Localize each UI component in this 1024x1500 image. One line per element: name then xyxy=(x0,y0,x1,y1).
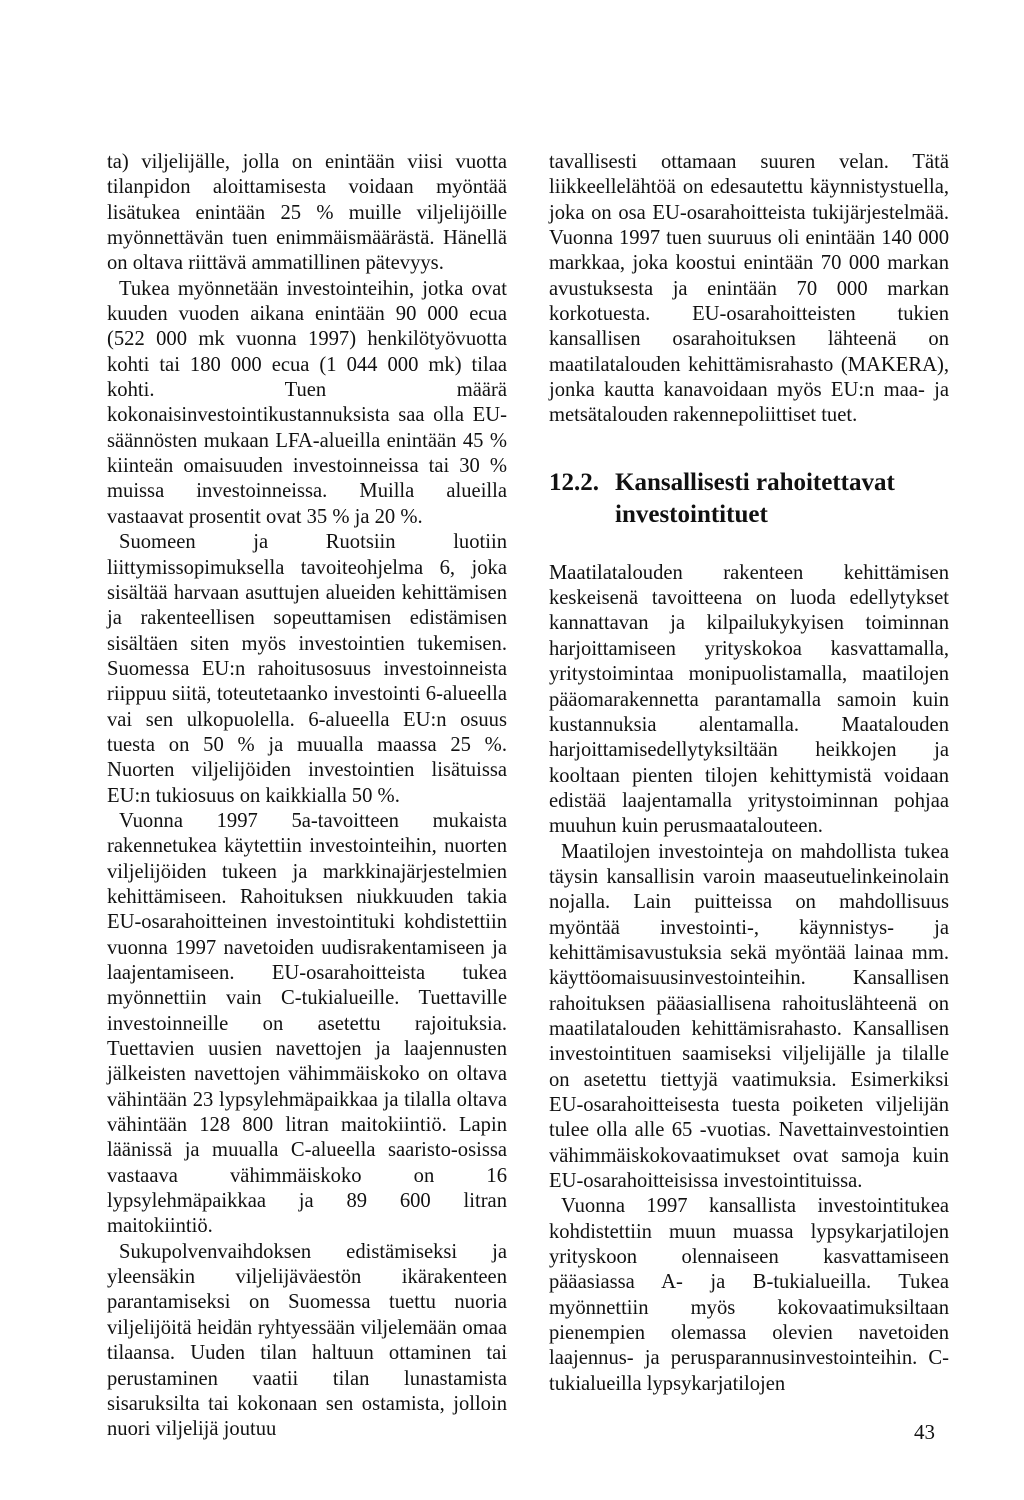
section-heading xyxy=(549,467,949,531)
right-column xyxy=(549,150,949,1397)
paragraph: Vuonna 1997 kansallista investointitukea kohdistettiin muun muassa lypsykarjatilojen yrityskoon olennaiseen kasvattamiseen pääasiassa A- ja B-tukialueilla. Tukea myönnettiin myös kokovaatimuksiltaan pienempien olemassa olevien navetoiden laajennus- ja perusparannusinvestointeihin. C-tukialueilla lypsykarjatilojen xyxy=(549,1195,949,1395)
paragraph: Tukea myönnetään investointeihin, jotka ovat kuuden vuoden aikana enintään 90 000 ecua (522 000 mk vuonna 1997) henkilötyövuotta kohti tai 180 000 ecua (1 044 000 mk) tilaa kohti. Tuen määrä kokonaisinvestointikustannuksista saa olla EU-säännösten mukaan LFA-alueilla enintään 45 % kiinteän omaisuuden investoinneissa tai 30 % muissa investoinneissa. Muilla alueilla vastaavat prosentit ovat 35 % ja 20 %. xyxy=(107,277,507,528)
section-number: 12.2. xyxy=(549,468,599,496)
left-column xyxy=(107,150,507,1443)
section-title: Kansallisesti rahoitettavat investointituet xyxy=(615,468,895,528)
paragraph: tavallisesti ottamaan suuren velan. Tätä liikkeellelähtöä on edesautettu käynnistystuella, joka on osa EU-osarahoitteista tukijärjestelmää. Vuonna 1997 tuen suuruus oli enintään 140 000 markkaa, joka koostui enintään 70 000 markan avustuksesta ja enintään 70 000 markan korkotuesta. EU-osarahoitteisten tukien kansallisen osarahoituksen lähteenä on maatilatalouden kehittämisrahasto (MAKERA), jonka kautta kanavoidaan myös EU:n maa- ja metsätalouden rakennepoliittiset tuet. xyxy=(549,151,949,427)
paragraph: Sukupolvenvaihdoksen edistämiseksi ja yleensäkin viljelijäväestön ikärakenteen parantamiseksi on Suomessa tuettu nuoria viljelijöitä heidän ryhtyessään viljelemään omaa tilaansa. Uuden tilan haltuun ottaminen tai perustaminen vaatii tilan lunastamista sisaruksilta tai kokonaan sen ostamista, jolloin nuori viljelijä joutuu xyxy=(107,1240,507,1441)
paragraph: Vuonna 1997 5a-tavoitteen mukaista rakennetukea käytettiin investointeihin, nuorten viljelijöiden tukeen ja markkinajärjestelmien kehittämiseen. Rahoituksen niukkuuden takia EU-osarahoitteinen investointituki kohdistettiin vuonna 1997 navetoiden uudisrakentamiseen ja laajentamiseen. EU-osarahoitteista tukea myönnettiin vain C-tukialueille. Tuettaville investoinneille on asetettu rajoituksia. Tuettavien uusien navettojen ja laajennusten jälkeisten navettojen vähimmäiskoko on oltava vähintään 23 lypsylehmäpaikkaa ja tilalla oltava vähintään 128 800 litran maitokiintiö. Lapin läänissä ja muualla C-alueella saaristo-osissa vastaava vähimmäiskoko on 16 lypsylehmäpaikkaa ja 89 600 litran maitokiintiö. xyxy=(107,809,507,1238)
paragraph: ta) viljelijälle, jolla on enintään viisi vuotta tilanpidon aloittamisesta voidaan myöntää lisätukea enintään 25 % muille viljelijöille myönnettävän tuen enimmäismäärästä. Hänellä on oltava riittävä ammatillinen pätevyys. xyxy=(107,151,507,275)
paragraph: Maatilatalouden rakenteen kehittämisen keskeisenä tavoitteena on luoda edellytykset kannattavan ja kilpailukykyisen toiminnan harjoittamiseen yrityskokoa kasvattamalla, yritystoimintaa monipuolistamalla, maatilojen pääomarakennetta parantamalla samoin kuin kustannuksia alentamalla. Maatalouden harjoittamisedellytyksiltään heikkojen ja kooltaan pienten tilojen kehittymistä voidaan edistää laajentamalla yritystoiminnan pohjaa muuhun kuin perusmaatalouteen. xyxy=(549,561,949,838)
paragraph: Suomeen ja Ruotsiin luotiin liittymissopimuksella tavoiteohjelma 6, joka sisältää harvaan asuttujen alueiden kehittämisen ja rakenteellisen sopeuttamisen edistämisen sisältäen siten myös investointien tukemisen. Suomessa EU:n rahoitusosuus investoinneista riippuu siitä, toteutetaanko investointi 6-alueella vai sen ulkopuolella. 6-alueella EU:n osuus tuesta on 50 % ja muualla maassa 25 %. Nuorten viljelijöiden investointien lisätuissa EU:n tukiosuus on kaikkialla 50 %. xyxy=(107,531,507,807)
page-number: 43 xyxy=(914,1420,935,1444)
paragraph: Maatilojen investointeja on mahdollista tukea täysin kansallisin varoin maaseutuelinkeinolain nojalla. Lain puitteissa on mahdollisuus myöntää investointi-, käynnistys- ja kehittämisavustuksia sekä myöntää lainaa mm. käyttöomaisuusinvestointeihin. Kansallisen rahoituksen pääasiallisena rahoituslähteenä on maatilatalouden kehittämisrahasto. Kansallisen investointituen saamiseksi viljelijälle ja tilalle on asetettu tiettyjä vaatimuksia. Esimerkiksi EU-osarahoitteisesta tuesta poiketen viljelijän tulee olla alle 65 -vuotias. Navettainvestointien vähimmäiskokovaatimukset ovat samoja kuin EU-osarahoitteisissa investointituissa. xyxy=(549,840,949,1193)
